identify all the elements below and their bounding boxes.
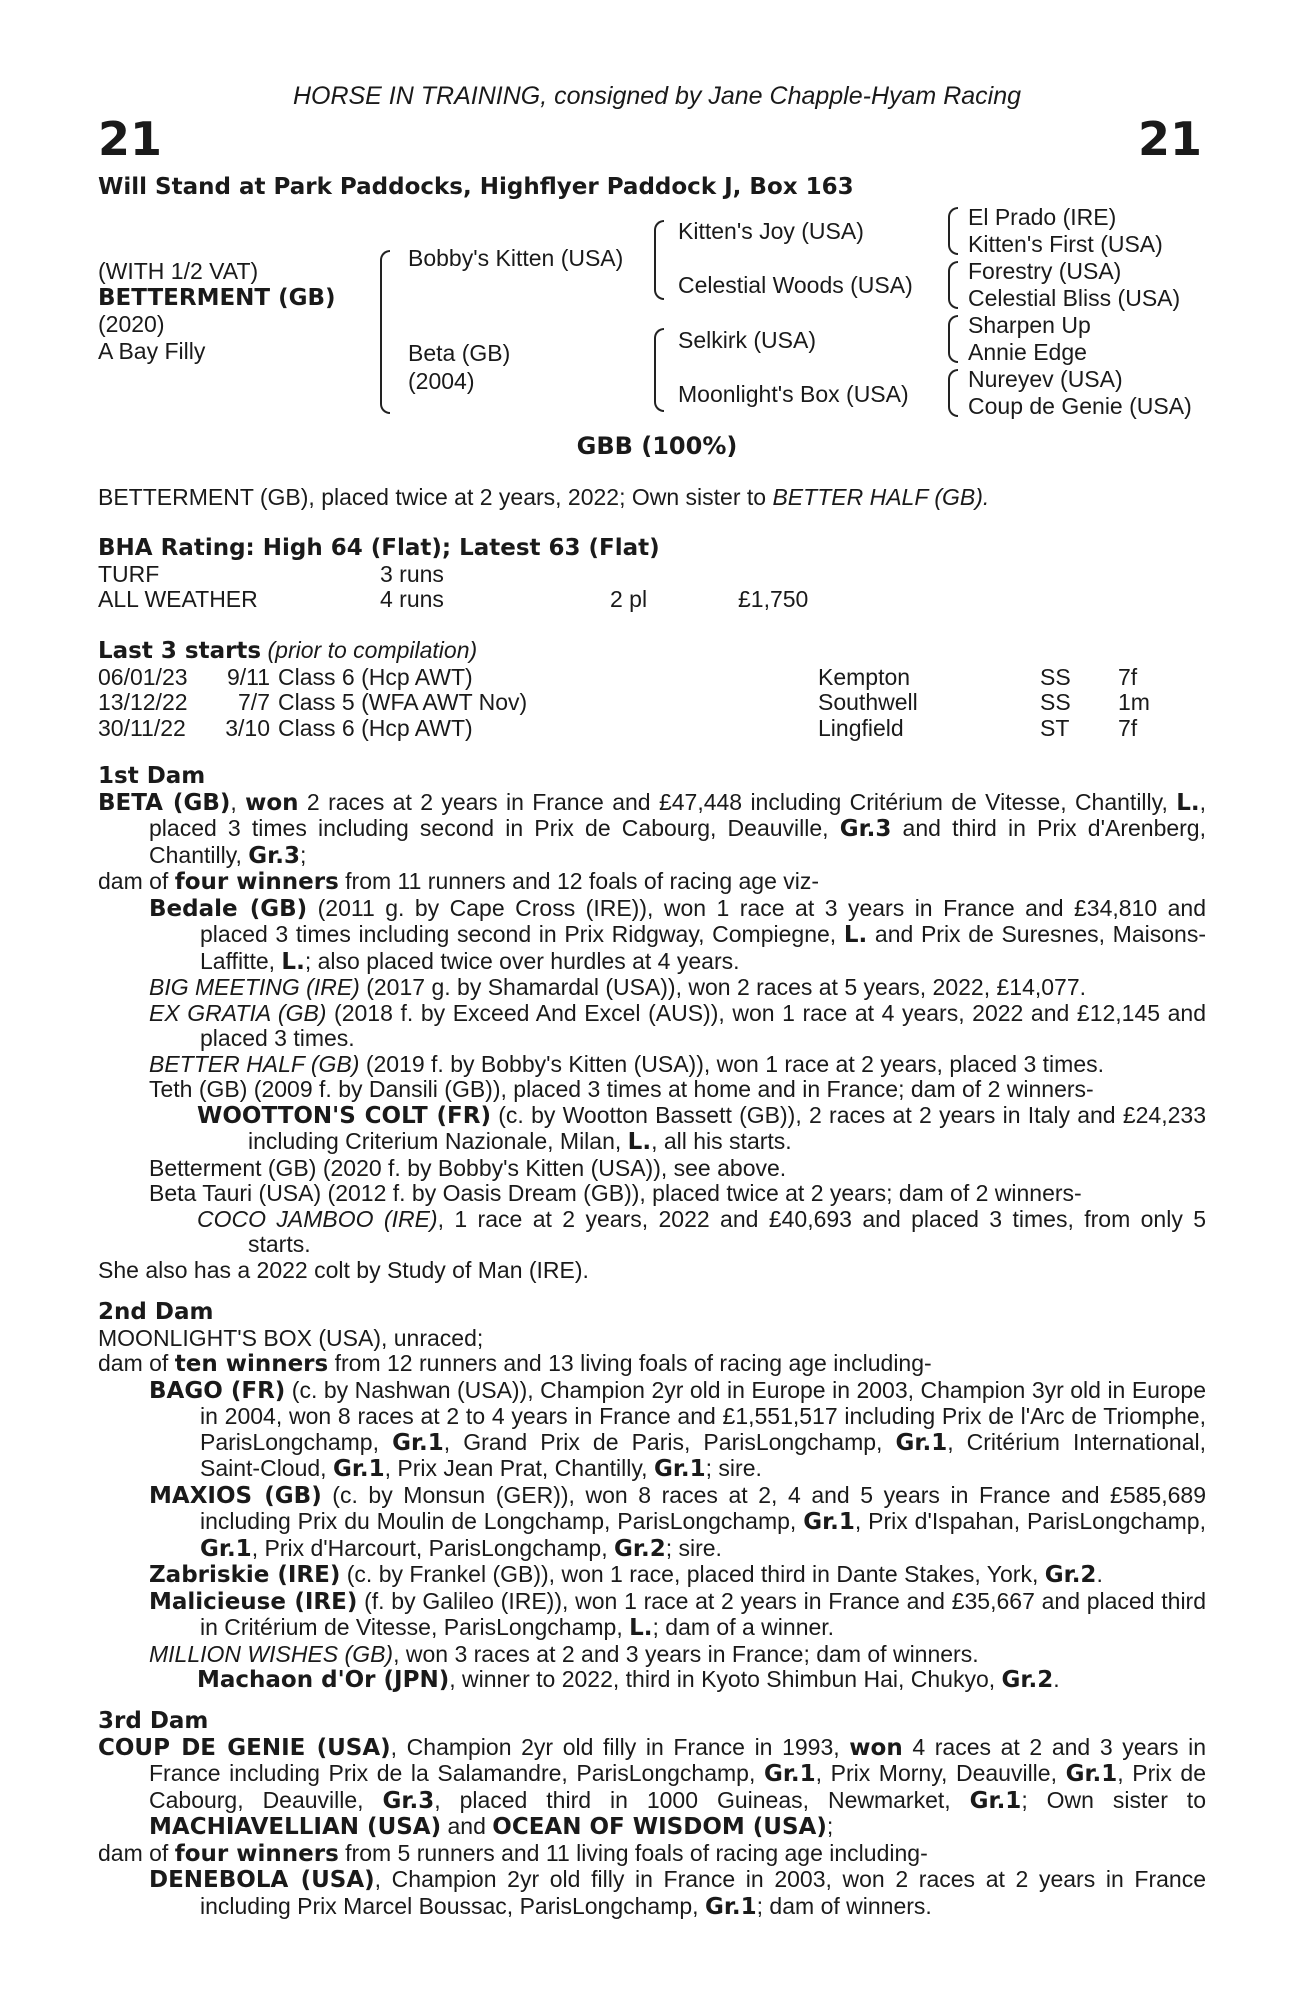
start-date: 13/12/22	[98, 689, 188, 715]
ds-sire: Sharpen Up	[968, 312, 1091, 338]
group-label: Gr.1	[704, 1893, 757, 1920]
produce-name: Malicieuse (IRE)	[149, 1588, 358, 1615]
start-going: SS	[1040, 689, 1071, 715]
text: from 12 runners and 13 living foals of racing age including-	[328, 1350, 932, 1376]
start-date: 30/11/22	[98, 714, 186, 741]
sibling-name: MACHIAVELLIAN (USA)	[149, 1814, 442, 1840]
text: Betterment (GB) (2020 f. by Bobby's Kitten (USA)), see above.	[149, 1154, 787, 1181]
text: 4 races at 2 and 3 years in France including Prix de la Salamandre, ParisLongchamp,	[149, 1733, 1206, 1786]
first-dam-title: 1st Dam	[98, 763, 206, 789]
sire-sire: Kitten's Joy (USA)	[678, 218, 864, 244]
produce-ex-gratia	[98, 1001, 1206, 1052]
text: .	[1053, 1666, 1060, 1692]
brace-dam	[654, 328, 664, 412]
runs: 3 runs	[380, 560, 444, 587]
start-row	[98, 665, 1150, 691]
text: , all his starts.	[651, 1128, 792, 1154]
produce-name: BAGO (FR)	[149, 1377, 286, 1404]
surface: TURF	[98, 560, 160, 587]
winners-count: four winners	[174, 1840, 339, 1867]
places	[610, 562, 738, 588]
produce-name: Machaon d'Or (JPN)	[197, 1667, 450, 1693]
dam-sire: Selkirk (USA)	[678, 327, 817, 353]
dam: Beta (GB)	[408, 340, 511, 366]
second-dam-section	[98, 1300, 1206, 1694]
text: , placed third in 1000 Guineas, Newmarket,	[434, 1786, 970, 1813]
winners-count: four winners	[174, 869, 339, 895]
produce-name: COCO JAMBOO (IRE)	[197, 1205, 438, 1232]
produce-better-half	[98, 1052, 1206, 1078]
brace-gen1	[380, 250, 390, 414]
group-label: Gr.1	[969, 1787, 1022, 1814]
produce-machaon	[98, 1667, 1206, 1694]
listed-label: L.	[627, 1129, 652, 1155]
group-label: Gr.1	[653, 1456, 706, 1482]
brace-ss	[948, 207, 958, 255]
text: 2 races at 2 years in France and £47,448 including Critérium de Vitesse, Chantilly,	[298, 788, 1177, 815]
starts-table	[98, 665, 1150, 742]
produce-name: Bedale (GB)	[149, 895, 308, 922]
won-label: won	[849, 1734, 903, 1761]
produce-big-meeting	[98, 975, 1206, 1001]
produce-denebola	[98, 1867, 1206, 1920]
start-course: Lingfield	[818, 714, 904, 741]
produce-maxios	[98, 1483, 1206, 1563]
text: and Prix de Suresnes, Maisons-Laffitte,	[200, 921, 1206, 974]
start-row	[98, 690, 1150, 716]
third-dam-title: 3rd Dam	[98, 1708, 209, 1734]
text: , Prix d'Harcourt, ParisLongchamp,	[251, 1534, 615, 1561]
text: (2019 f. by Bobby's Kitten (USA)), won 1 race at 2 years, placed 3 times.	[359, 1050, 1105, 1077]
text: and	[441, 1813, 493, 1839]
start-going: ST	[1040, 714, 1070, 741]
produce-intro	[98, 1841, 1206, 1868]
text: She also has a 2022 colt by Study of Man (IRE).	[98, 1256, 589, 1283]
rating-row	[98, 562, 808, 588]
start-class: Class 6 (Hcp AWT)	[278, 663, 473, 690]
stand-location: Will Stand at Park Paddocks, Highflyer Paddock J, Box 163	[98, 174, 854, 200]
brace-ds	[948, 315, 958, 363]
also-note	[98, 1258, 1206, 1284]
produce-name: WOOTTON'S COLT (FR)	[197, 1102, 491, 1129]
text: .	[1096, 1561, 1103, 1587]
listed-label: L.	[629, 1615, 653, 1641]
group-label: Gr.3	[248, 842, 300, 869]
produce-name: Zabriskie (IRE)	[149, 1562, 341, 1588]
start-distance: 1m	[1118, 689, 1150, 715]
earnings	[738, 562, 808, 588]
produce-name: BETTER HALF (GB)	[149, 1050, 360, 1077]
produce-name: MAXIOS (GB)	[149, 1482, 322, 1509]
second-dam-line	[98, 1326, 1206, 1352]
second-dam-title: 2nd Dam	[98, 1299, 214, 1325]
summary-sister: BETTER HALF (GB).	[772, 484, 990, 510]
group-label: Gr.2	[614, 1535, 666, 1562]
text: ; dam of a winner.	[652, 1614, 835, 1640]
last-starts-section	[98, 638, 1206, 741]
ss-sire: El Prado (IRE)	[968, 204, 1117, 230]
sire-dam: Celestial Woods (USA)	[678, 272, 913, 298]
lot-number-right: 21	[1137, 112, 1202, 166]
text: ; sire.	[665, 1534, 722, 1561]
text: (f. by Galileo (IRE)), won 1 race at 2 years in France and £35,667 and placed third in Critérium de Vitesse, ParisLongchamp,	[200, 1587, 1207, 1640]
text: , Grand Prix de Paris, ParisLongchamp,	[443, 1428, 896, 1455]
start-going: SS	[1040, 663, 1071, 690]
listed-label: L.	[1176, 789, 1200, 816]
produce-beta-tauri	[98, 1181, 1206, 1207]
sibling-name: OCEAN OF WISDOM (USA)	[492, 1814, 827, 1840]
text: , Champion 2yr old filly in France in 1993,	[390, 1733, 850, 1760]
starts-note: (prior to compilation)	[267, 637, 478, 663]
text: (c. by Frankel (GB)), won 1 race, placed third in Dante Stakes, York,	[340, 1561, 1045, 1587]
produce-betterment	[98, 1156, 1206, 1182]
text: , won 3 races at 2 and 3 years in France; dam of winners.	[393, 1640, 979, 1667]
third-dam-para	[98, 1735, 1206, 1841]
rating-title: BHA Rating: High 64 (Flat); Latest 63 (Flat)	[98, 535, 660, 561]
won-label: won	[245, 789, 299, 816]
text: Teth (GB) (2009 f. by Dansili (GB)), placed 3 times at home and in France; dam of 2 winners-	[149, 1076, 1094, 1102]
text: Beta Tauri (USA) (2012 f. by Oasis Dream (GB)), placed twice at 2 years; dam of 2 winners-	[149, 1180, 1082, 1206]
text: ;	[826, 1813, 834, 1839]
group-label: Gr.1	[763, 1761, 816, 1787]
start-row	[98, 716, 1150, 742]
rating-row	[98, 587, 808, 613]
sire: Bobby's Kitten (USA)	[408, 245, 624, 271]
start-position: 7/7	[238, 689, 270, 715]
text: dam of	[98, 1350, 175, 1376]
group-label: Gr.3	[839, 816, 892, 842]
dam-name: COUP DE GENIE (USA)	[98, 1734, 391, 1761]
text: , Prix d'Ispahan, ParisLongchamp,	[854, 1508, 1206, 1534]
produce-zabriskie	[98, 1562, 1206, 1589]
text: ; dam of winners.	[756, 1892, 932, 1919]
earnings: £1,750	[738, 586, 809, 612]
produce-intro	[98, 1351, 1206, 1378]
text: ; Own sister to	[1021, 1786, 1206, 1813]
winners-count: ten winners	[174, 1351, 329, 1377]
group-label: Gr.1	[895, 1429, 948, 1456]
first-dam-para: BETA (GB), won 2 races at 2 years in France and £47,448 including Critérium de Vitesse, Chantilly, L., placed 3 times including second in Prix de Cabourg, Deauville, Gr.3 and third in Prix d'Arenberg, Chantilly, Gr.3;	[98, 788, 1206, 869]
text: , 1 race at 2 years, 2022 and £40,693 and placed 3 times, from only 5 starts.	[248, 1205, 1207, 1257]
group-label: Gr.1	[803, 1509, 855, 1535]
produce-malicieuse	[98, 1589, 1206, 1642]
produce-million-wishes	[98, 1642, 1206, 1668]
consignor-line: HORSE IN TRAINING, consigned by Jane Chapple-Hyam Racing	[292, 82, 1022, 110]
text: from 11 runners and 12 foals of racing age viz-	[338, 868, 820, 894]
brace-dd	[948, 369, 958, 417]
produce-name: BIG MEETING (IRE)	[149, 974, 360, 1000]
produce-teth	[98, 1077, 1206, 1103]
sd-sire: Forestry (USA)	[968, 258, 1122, 284]
group-label: Gr.1	[1065, 1761, 1118, 1787]
text: (2011 g. by Cape Cross (IRE)), won 1 race at 3 years in France and £34,810 and placed 3 times including second in Prix Ridgway, Compiegne,	[200, 894, 1206, 947]
starts-title: Last 3 starts	[98, 638, 262, 664]
dd-dam: Coup de Genie (USA)	[968, 393, 1192, 419]
text: , Prix Morny, Deauville,	[815, 1760, 1066, 1786]
text: (2018 f. by Exceed And Excel (AUS)), won 1 race at 4 years, 2022 and £12,145 and placed 3 times.	[200, 999, 1206, 1051]
runs: 4 runs	[380, 586, 444, 612]
group-label: Gr.1	[200, 1535, 252, 1562]
text: (2017 g. by Shamardal (USA)), won 2 races at 5 years, 2022, £14,077.	[359, 974, 1087, 1000]
produce-name: MILLION WISHES (GB)	[149, 1640, 394, 1667]
listed-label: L.	[281, 948, 305, 975]
start-position: 3/10	[225, 714, 270, 741]
text: (c. by Monsun (GER)), won 8 races at 2, 4 and 5 years in France and £585,689 including Prix du Moulin de Longchamp, ParisLongchamp,	[200, 1481, 1206, 1534]
produce-woottons-colt	[98, 1103, 1206, 1156]
text: MOONLIGHT'S BOX (USA), unraced;	[98, 1324, 484, 1351]
start-position: 9/11	[226, 663, 270, 690]
summary-line	[98, 485, 1206, 511]
gbb-rating: GBB (100%)	[576, 432, 738, 460]
text: , Champion 2yr old filly in France in 2003, won 2 races at 2 years in France including Prix Marcel Boussac, ParisLongchamp,	[200, 1866, 1207, 1919]
start-course: Kempton	[818, 663, 911, 690]
listed-label: L.	[843, 922, 868, 948]
text: , Critérium International, Saint-Cloud,	[200, 1428, 1207, 1481]
start-class: Class 5 (WFA AWT Nov)	[278, 689, 528, 715]
ds-dam: Annie Edge	[968, 339, 1087, 365]
dd-sire: Nureyev (USA)	[968, 366, 1123, 392]
start-course: Southwell	[818, 689, 918, 715]
rating-section	[98, 536, 1206, 613]
group-label: Gr.2	[1044, 1562, 1097, 1588]
ss-dam: Kitten's First (USA)	[968, 231, 1163, 257]
text: ; sire.	[705, 1455, 762, 1481]
brace-sire	[654, 220, 664, 300]
horse-description: A Bay Filly	[98, 338, 206, 364]
text: dam of	[98, 1839, 175, 1866]
produce-name: DENEBOLA (USA)	[149, 1867, 375, 1893]
dam-year: (2004)	[408, 368, 475, 394]
brace-sd	[948, 261, 958, 309]
group-label: Gr.2	[1001, 1667, 1054, 1693]
produce-bedale	[98, 896, 1206, 976]
text: (c. by Wootton Bassett (GB)), 2 races at 2 years in Italy and £24,233 including Criterium Nazionale, Milan,	[248, 1101, 1206, 1154]
lot-number-left: 21	[98, 112, 163, 166]
surface: ALL WEATHER	[98, 586, 258, 612]
first-dam-section	[98, 764, 1206, 1283]
vat-note: (WITH 1/2 VAT)	[98, 258, 259, 284]
text: , placed 3 times including second in Prix de Cabourg, Deauville,	[149, 788, 1206, 841]
text: , Prix Jean Prat, Chantilly,	[384, 1455, 654, 1481]
produce-bago	[98, 1378, 1206, 1483]
text: ;	[299, 841, 307, 868]
group-label: Gr.3	[382, 1787, 435, 1814]
summary-text: BETTERMENT (GB), placed twice at 2 years, 2022; Own sister to	[98, 484, 773, 510]
text: , Prix de Cabourg, Deauville,	[149, 1760, 1206, 1813]
start-date: 06/01/23	[98, 663, 188, 690]
places: 2 pl	[610, 586, 648, 612]
sd-dam: Celestial Bliss (USA)	[968, 285, 1181, 311]
produce-name: EX GRATIA (GB)	[149, 999, 327, 1026]
group-label: Gr.1	[332, 1456, 385, 1482]
third-dam-section	[98, 1709, 1206, 1920]
produce-intro	[98, 869, 1206, 896]
text: (c. by Nashwan (USA)), Champion 2yr old in Europe in 2003, Champion 3yr old in Europe in 2004, won 8 races at 2 to 4 years in France and £1,551,517 including Prix de l'Arc de Triomphe, ParisLongchamp,	[200, 1376, 1206, 1455]
text: , winner to 2022, third in Kyoto Shimbun Hai, Chukyo,	[449, 1666, 1002, 1692]
start-class: Class 6 (Hcp AWT)	[278, 714, 473, 741]
horse-name: BETTERMENT (GB)	[98, 285, 336, 311]
produce-coco-jamboo	[98, 1207, 1206, 1258]
horse-year: (2020)	[98, 311, 165, 337]
start-distance: 7f	[1118, 714, 1138, 741]
text: dam of	[98, 868, 175, 894]
dam-name: BETA (GB)	[98, 789, 231, 816]
rating-table	[98, 562, 808, 613]
start-distance: 7f	[1118, 663, 1138, 690]
text: ; also placed twice over hurdles at 4 years.	[304, 947, 740, 974]
text: and third in Prix d'Arenberg, Chantilly,	[149, 815, 1206, 868]
text: from 5 runners and 11 living foals of racing age including-	[338, 1839, 928, 1866]
dam-dam: Moonlight's Box (USA)	[678, 381, 909, 407]
group-label: Gr.1	[392, 1429, 444, 1456]
